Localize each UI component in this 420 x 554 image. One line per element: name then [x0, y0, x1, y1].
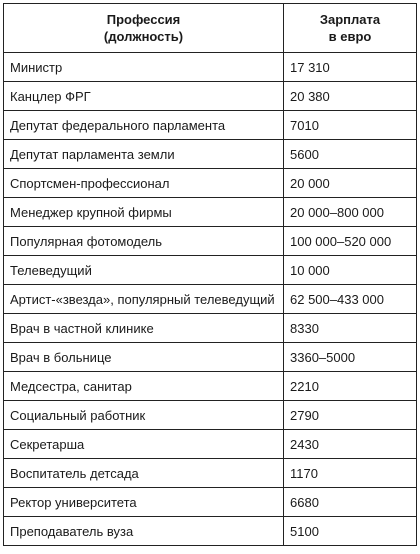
- salary-cell: 1170: [284, 459, 417, 488]
- salary-table: [3, 3, 417, 546]
- salary-header-line1: Зарплата: [319, 12, 381, 27]
- profession-cell: Канцлер ФРГ: [4, 82, 284, 111]
- profession-cell: Депутат федерального парламента: [4, 111, 284, 140]
- salary-cell: 20 380: [284, 82, 417, 111]
- salary-cell: 2430: [284, 430, 417, 459]
- salary-cell: 7010: [284, 111, 417, 140]
- salary-cell: 3360–5000: [284, 343, 417, 372]
- salary-cell: 5600: [284, 140, 417, 169]
- table-row: [4, 256, 417, 285]
- table-row: [4, 401, 417, 430]
- table-row: [4, 169, 417, 198]
- salary-cell: 10 000: [284, 256, 417, 285]
- profession-cell: Врач в частной клинике: [4, 314, 284, 343]
- profession-cell: Менеджер крупной фирмы: [4, 198, 284, 227]
- profession-cell: Артист-«звезда», популярный телеведущий: [4, 285, 284, 314]
- table-row: [4, 82, 417, 111]
- profession-cell: Популярная фотомодель: [4, 227, 284, 256]
- profession-header-line2: (должность): [103, 29, 184, 44]
- salary-cell: 2210: [284, 372, 417, 401]
- profession-header-line1: Профессия: [106, 12, 181, 27]
- table-header-row: [4, 4, 417, 53]
- salary-cell: 100 000–520 000: [284, 227, 417, 256]
- profession-cell: Министр: [4, 53, 284, 82]
- profession-column-header: [4, 4, 284, 53]
- profession-cell: Телеведущий: [4, 256, 284, 285]
- table-row: [4, 372, 417, 401]
- salary-cell: 2790: [284, 401, 417, 430]
- profession-cell: Депутат парламента земли: [4, 140, 284, 169]
- salary-cell: 20 000–800 000: [284, 198, 417, 227]
- table-row: [4, 459, 417, 488]
- salary-cell: 20 000: [284, 169, 417, 198]
- table-row: [4, 314, 417, 343]
- profession-cell: Секретарша: [4, 430, 284, 459]
- profession-cell: Преподаватель вуза: [4, 517, 284, 546]
- table-row: [4, 517, 417, 546]
- profession-cell: Социальный работник: [4, 401, 284, 430]
- salary-cell: 17 310: [284, 53, 417, 82]
- salary-cell: 62 500–433 000: [284, 285, 417, 314]
- table-row: [4, 198, 417, 227]
- table-row: [4, 430, 417, 459]
- table-body: [4, 53, 417, 546]
- profession-cell: Врач в больнице: [4, 343, 284, 372]
- profession-cell: Медсестра, санитар: [4, 372, 284, 401]
- profession-cell: Спортсмен-профессионал: [4, 169, 284, 198]
- salary-cell: 6680: [284, 488, 417, 517]
- profession-cell: Воспитатель детсада: [4, 459, 284, 488]
- profession-cell: Ректор университета: [4, 488, 284, 517]
- salary-header-line2: в евро: [328, 29, 372, 44]
- table-row: [4, 111, 417, 140]
- salary-cell: 8330: [284, 314, 417, 343]
- table-row: [4, 488, 417, 517]
- salary-cell: 5100: [284, 517, 417, 546]
- table-row: [4, 53, 417, 82]
- table-row: [4, 343, 417, 372]
- table-row: [4, 285, 417, 314]
- table-row: [4, 227, 417, 256]
- salary-column-header: [284, 4, 417, 53]
- table-row: [4, 140, 417, 169]
